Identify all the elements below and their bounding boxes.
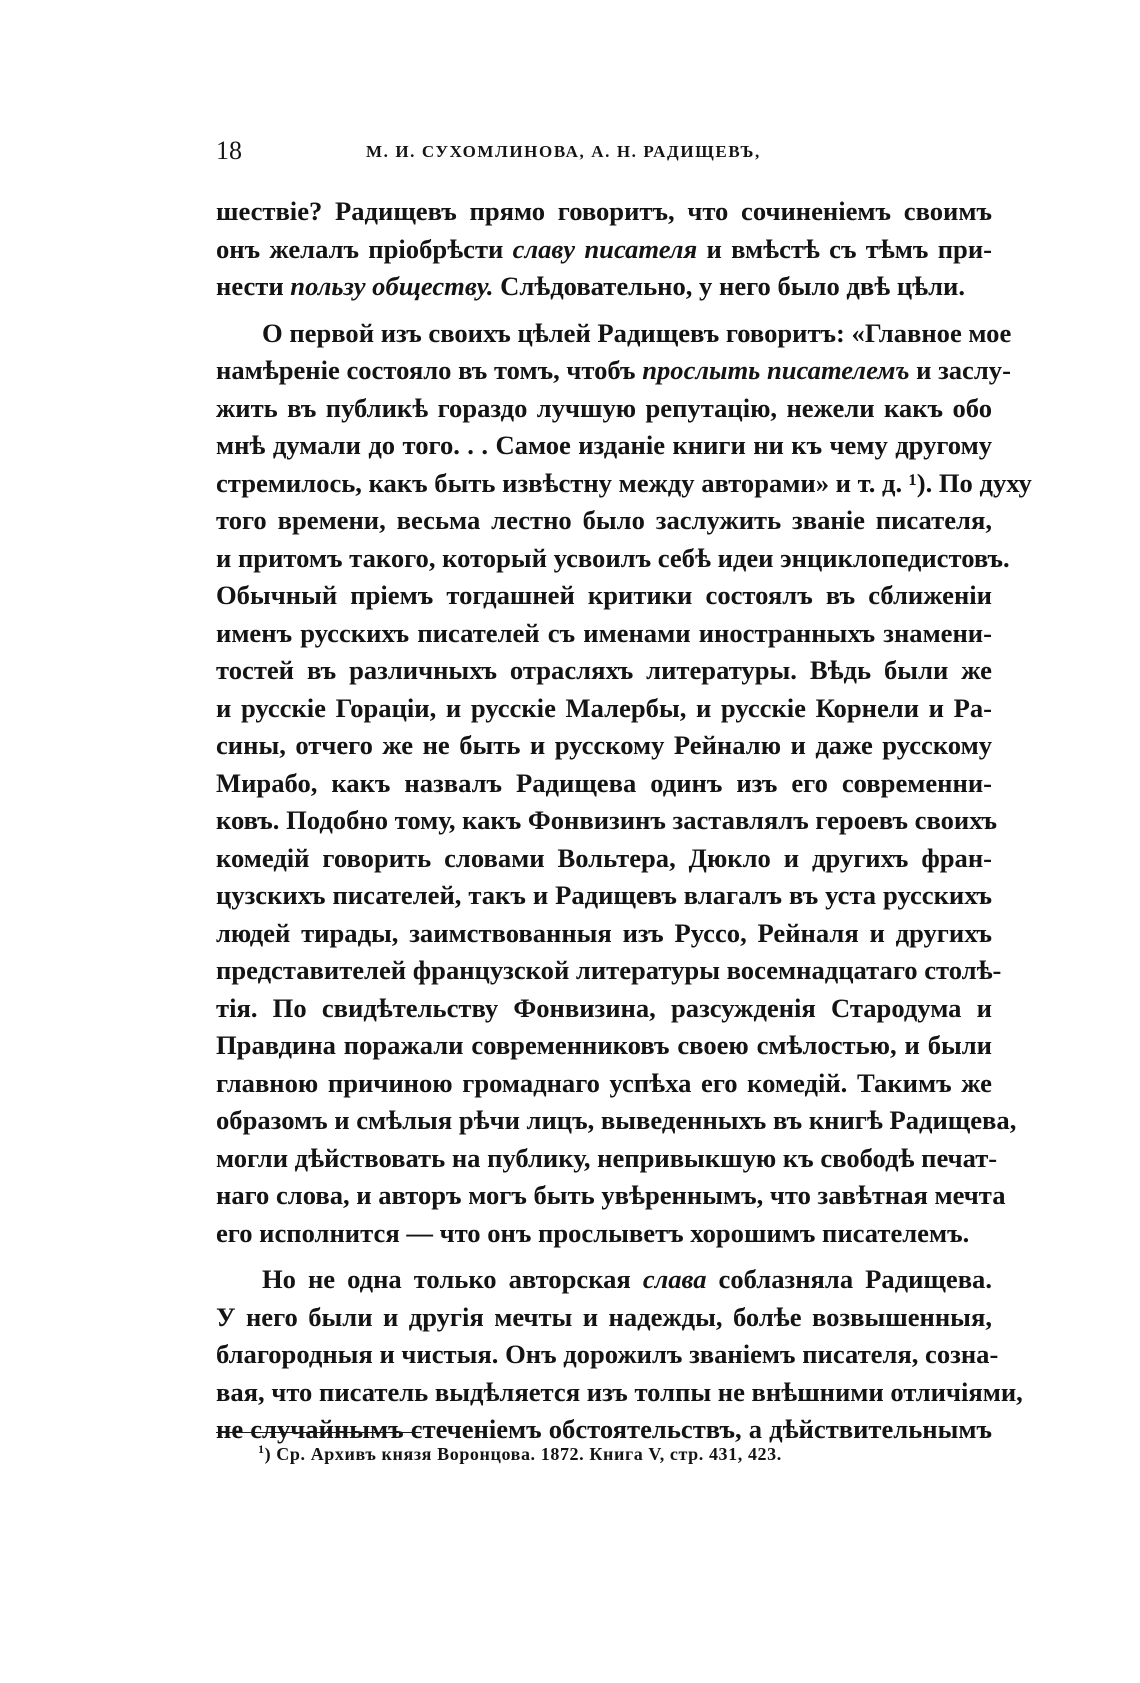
text-line: главною причиною громаднаго успѣха его комедій. Такимъ же — [216, 1067, 992, 1098]
text-line: и притомъ такого, который усвоилъ себѣ идеи энциклопедистовъ. — [216, 542, 1010, 573]
text-line: шествіе? Радищевъ прямо говоритъ, что сочиненіемъ своимъ — [216, 196, 992, 226]
text-line: жить въ публикѣ гораздо лучшую репутацію, нежели какъ обо — [216, 392, 992, 423]
text-line: У него были и другія мечты и надежды, болѣе возвышенныя, — [216, 1301, 992, 1332]
footnote — [258, 1442, 782, 1465]
text-line: стремилось, какъ быть извѣстну между авторами» и т. д. ¹). По духу — [216, 467, 1032, 498]
footnote-rule — [216, 1432, 421, 1433]
paragraph — [216, 1261, 1023, 1449]
text-line: Обычный пріемъ тогдашней критики состоялъ въ сближеніи — [216, 580, 992, 610]
page-number: 18 — [216, 136, 242, 165]
text-line: и русскіе Гораціи, и русскіе Малербы, и русскіе Корнели и Ра- — [216, 692, 992, 723]
paragraph — [216, 193, 992, 306]
text-line: того времени, весьма лестно было заслужить званіе писателя, — [216, 505, 992, 535]
text-line: наго слова, и авторъ могъ быть увѣреннымъ, что завѣтная мечта — [216, 1180, 1006, 1210]
text-line: благородныя и чистыя. Онъ дорожилъ званіемъ писателя, созна- — [216, 1339, 999, 1369]
text-line: Правдина поражали современниковъ своею смѣлостью, и были — [216, 1030, 992, 1060]
text-line: людей тирады, заимствованныя изъ Руссо, Рейналя и другихъ — [216, 917, 992, 948]
paragraph-gap — [216, 1252, 992, 1261]
text-line: нести пользу обществу. Слѣдовательно, у него было двѣ цѣли. — [216, 271, 966, 301]
text-line: Мирабо, какъ назвалъ Радищева одинъ изъ его современни- — [216, 767, 992, 798]
text-line: вая, что писатель выдѣляется изъ толпы не внѣшними отличіями, — [216, 1376, 1023, 1407]
text-line: цузскихъ писателей, такъ и Радищевъ влагалъ въ уста русскихъ — [216, 880, 992, 910]
text-line: Но не одна только авторская слава соблазняла Радищева. — [262, 1264, 992, 1294]
footnote-marker: 1 — [258, 1442, 265, 1456]
text-line: сины, отчего же не быть и русскому Рейналю и даже русскому — [216, 730, 992, 760]
text-line: именъ русскихъ писателей съ именами иностранныхъ знамени- — [216, 617, 992, 648]
footnote-text: ) Ср. Архивъ князя Воронцова. 1872. Книга V, стр. 431, 423. — [264, 1444, 782, 1464]
italic-phrase: прослыть писателемъ — [642, 355, 910, 385]
text-line: представителей французской литературы восемнадцатаго столѣ- — [216, 955, 1002, 985]
italic-phrase: пользу обществу. — [290, 271, 494, 301]
text-line: образомъ и смѣлыя рѣчи лицъ, выведенныхъ въ книгѣ Радищева, — [216, 1105, 1017, 1135]
paragraph — [216, 315, 1032, 1253]
text-line: ковъ. Подобно тому, какъ Фонвизинъ заставлялъ героевъ своихъ — [216, 805, 998, 835]
body-text — [216, 193, 1032, 1449]
italic-phrase: славу писателя — [512, 233, 698, 264]
paragraph-gap — [216, 306, 992, 315]
text-line: его исполнится — что онъ прослыветъ хорошимъ писателемъ. — [216, 1217, 970, 1248]
italic-phrase: слава — [642, 1264, 707, 1294]
text-line: мнѣ думали до того. . . Самое изданіе книги ни къ чему другому — [216, 430, 992, 460]
text-line: не случайнымъ стеченіемъ обстоятельствъ, а дѣйствительнымъ — [216, 1414, 992, 1444]
text-line: намѣреніе состояло въ томъ, чтобъ прослыть писателемъ и заслу- — [216, 355, 1011, 385]
text-line: онъ желалъ пріобрѣсти славу писателя и вмѣстѣ съ тѣмъ при- — [216, 233, 992, 264]
text-line: могли дѣйствовать на публику, непривыкшую къ свободѣ печат- — [216, 1142, 998, 1173]
text-line: тостей въ различныхъ отрасляхъ литературы. Вѣдь были же — [216, 655, 992, 685]
text-line: О первой изъ своихъ цѣлей Радищевъ говоритъ: «Главное мое — [262, 317, 1012, 348]
text-line: тія. По свидѣтельству Фонвизина, разсужденія Стародума и — [216, 992, 992, 1023]
text-line: комедій говорить словами Вольтера, Дюкло и другихъ фран- — [216, 842, 992, 873]
running-title: М. И. СУХОМЛИНОВА, А. Н. РАДИЩЕВЪ, — [366, 142, 761, 161]
page-header — [216, 136, 992, 176]
